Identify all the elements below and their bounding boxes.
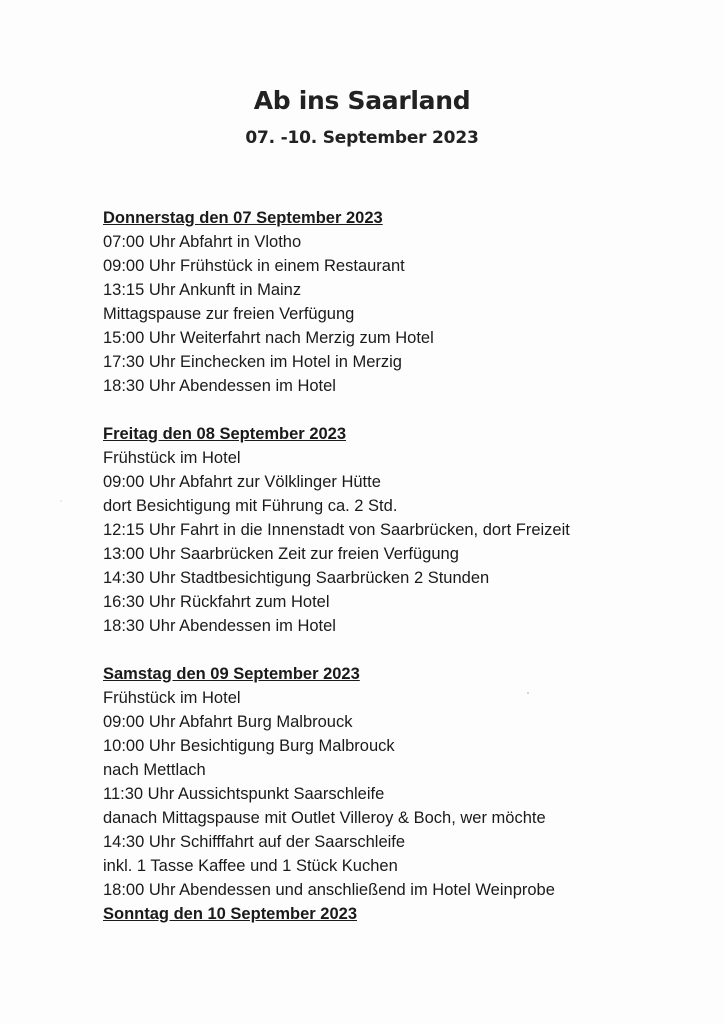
schedule [103,206,703,926]
schedule-line: Frühstück im Hotel [103,449,241,467]
day-section-saturday [103,662,703,902]
schedule-line: inkl. 1 Tasse Kaffee und 1 Stück Kuchen [103,857,398,875]
document-title: Ab ins Saarland [253,86,471,115]
schedule-line: 18:30 Uhr Abendessen im Hotel [103,377,336,395]
day-heading: Samstag den 09 September 2023 [103,665,360,683]
schedule-line: 17:30 Uhr Einchecken im Hotel in Merzig [103,353,402,371]
schedule-line: dort Besichtigung mit Führung ca. 2 Std. [103,497,398,515]
schedule-line: 09:00 Uhr Abfahrt Burg Malbrouck [103,713,353,731]
schedule-line: 09:00 Uhr Frühstück in einem Restaurant [103,257,405,275]
day-section-friday [103,422,703,638]
schedule-line: 14:30 Uhr Stadtbesichtigung Saarbrücken 2 Stunden [103,569,490,587]
scan-speck [60,500,62,502]
schedule-line: 14:30 Uhr Schifffahrt auf der Saarschleife [103,833,406,851]
schedule-line: 15:00 Uhr Weiterfahrt nach Merzig zum Hotel [103,329,434,347]
schedule-line: 10:00 Uhr Besichtigung Burg Malbrouck [103,737,395,755]
schedule-line: 18:30 Uhr Abendessen im Hotel [103,617,336,635]
schedule-line: Mittagspause zur freien Verfügung [103,305,355,323]
schedule-line: 13:00 Uhr Saarbrücken Zeit zur freien Verfügung [103,545,459,563]
schedule-line: 11:30 Uhr Aussichtspunkt Saarschleife [103,785,385,803]
day-heading: Sonntag den 10 September 2023 [103,905,358,923]
schedule-line: nach Mettlach [103,761,206,779]
day-heading: Donnerstag den 07 September 2023 [103,209,383,227]
schedule-line: 12:15 Uhr Fahrt in die Innenstadt von Saarbrücken, dort Freizeit [103,521,570,539]
schedule-line: Frühstück im Hotel [103,689,241,707]
schedule-line: 18:00 Uhr Abendessen und anschließend im Hotel Weinprobe [103,881,555,899]
day-section-thursday [103,206,703,398]
document-subtitle: 07. -10. September 2023 [245,128,479,148]
schedule-line: danach Mittagspause mit Outlet Villeroy & Boch, wer möchte [103,809,546,827]
day-heading: Freitag den 08 September 2023 [103,425,347,443]
schedule-line: 16:30 Uhr Rückfahrt zum Hotel [103,593,330,611]
schedule-line: 07:00 Uhr Abfahrt in Vlotho [103,233,302,251]
schedule-line: 09:00 Uhr Abfahrt zur Völklinger Hütte [103,473,381,491]
schedule-line: 13:15 Uhr Ankunft in Mainz [103,281,302,299]
day-section-sunday [103,902,703,926]
scan-speck [527,692,529,694]
